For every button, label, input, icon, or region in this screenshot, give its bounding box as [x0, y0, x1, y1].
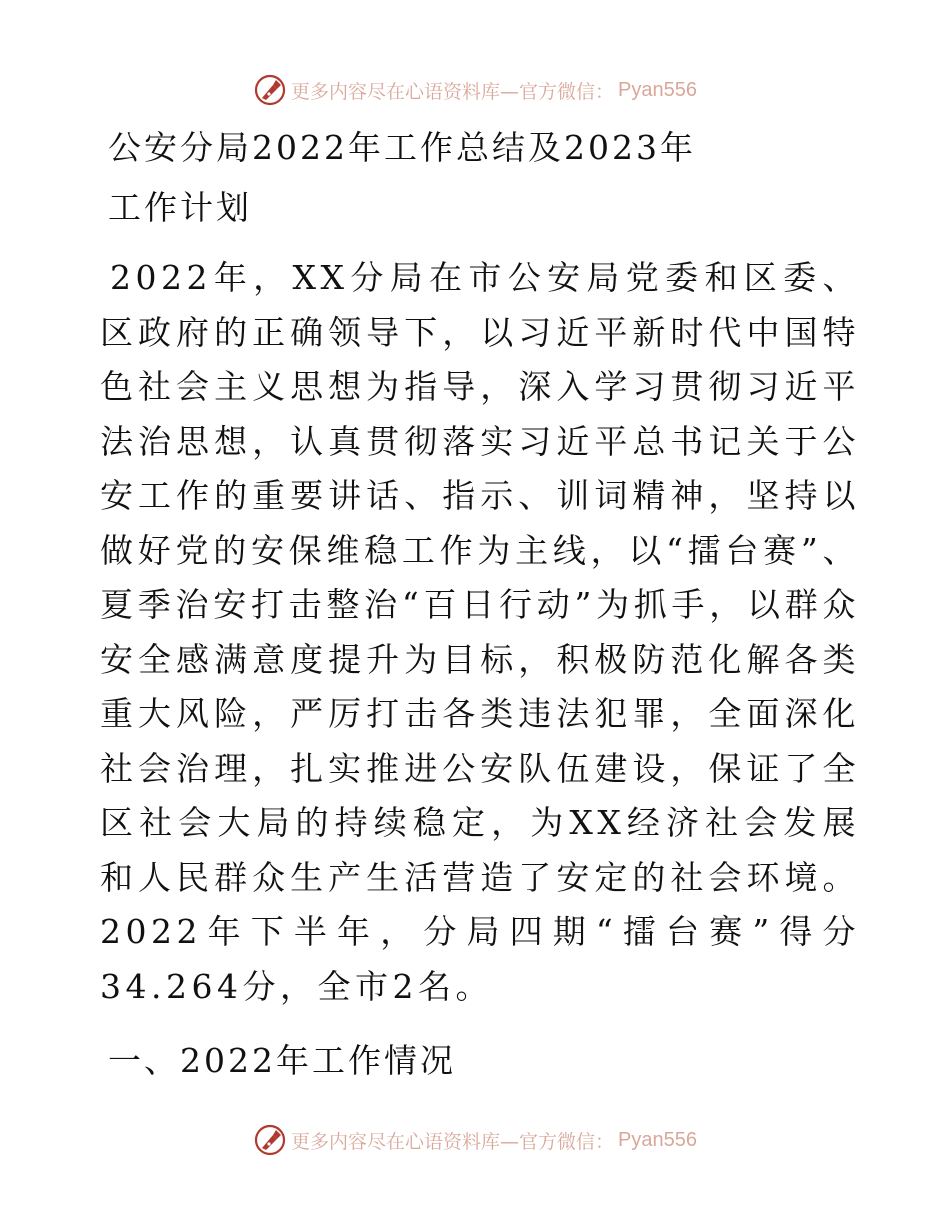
pen-nib-icon [253, 1123, 287, 1157]
section-heading-1: 一、2022年工作情况 [108, 1041, 456, 1080]
header-watermark-banner [0, 70, 950, 110]
document-body [100, 125, 860, 1084]
intro-paragraph: 2022年，XX分局在市公安局党委和区委、区政府的正确领导下，以习近平新时代中国特色社会主义思想为指导，深入学习贯彻习近平法治思想，认真贯彻落实习近平总书记关于公安工作的重要讲话、指示、训词精神，坚持以做好党的安保维稳工作为主线，以“擂台赛”、夏季治安打击整治“百日行动”为抓手，以群众安全感满意度提升为目标，积极防范化解各类重大风险，严厉打击各类违法犯罪，全面深化社会治理，扎实推进公安队伍建设，保证了全区社会大局的持续稳定，为XX经济社会发展和人民群众生产生活营造了安定的社会环境。2022年下半年，分局四期“擂台赛”得分34.264分，全市2名。 [100, 258, 860, 1006]
watermark-text: 更多内容尽在心语资料库—官方微信： [291, 80, 615, 103]
pen-nib-icon [253, 73, 287, 107]
watermark-wechat-id: Pyan556 [618, 78, 697, 101]
watermark-text: 更多内容尽在心语资料库—官方微信： [291, 1130, 615, 1153]
document-title-line-1: 公安分局2022年工作总结及2023年 [108, 128, 696, 167]
watermark-wechat-id: Pyan556 [618, 1128, 697, 1151]
document-title-line-2: 工作计划 [108, 188, 252, 227]
footer-watermark-banner [0, 1120, 950, 1160]
